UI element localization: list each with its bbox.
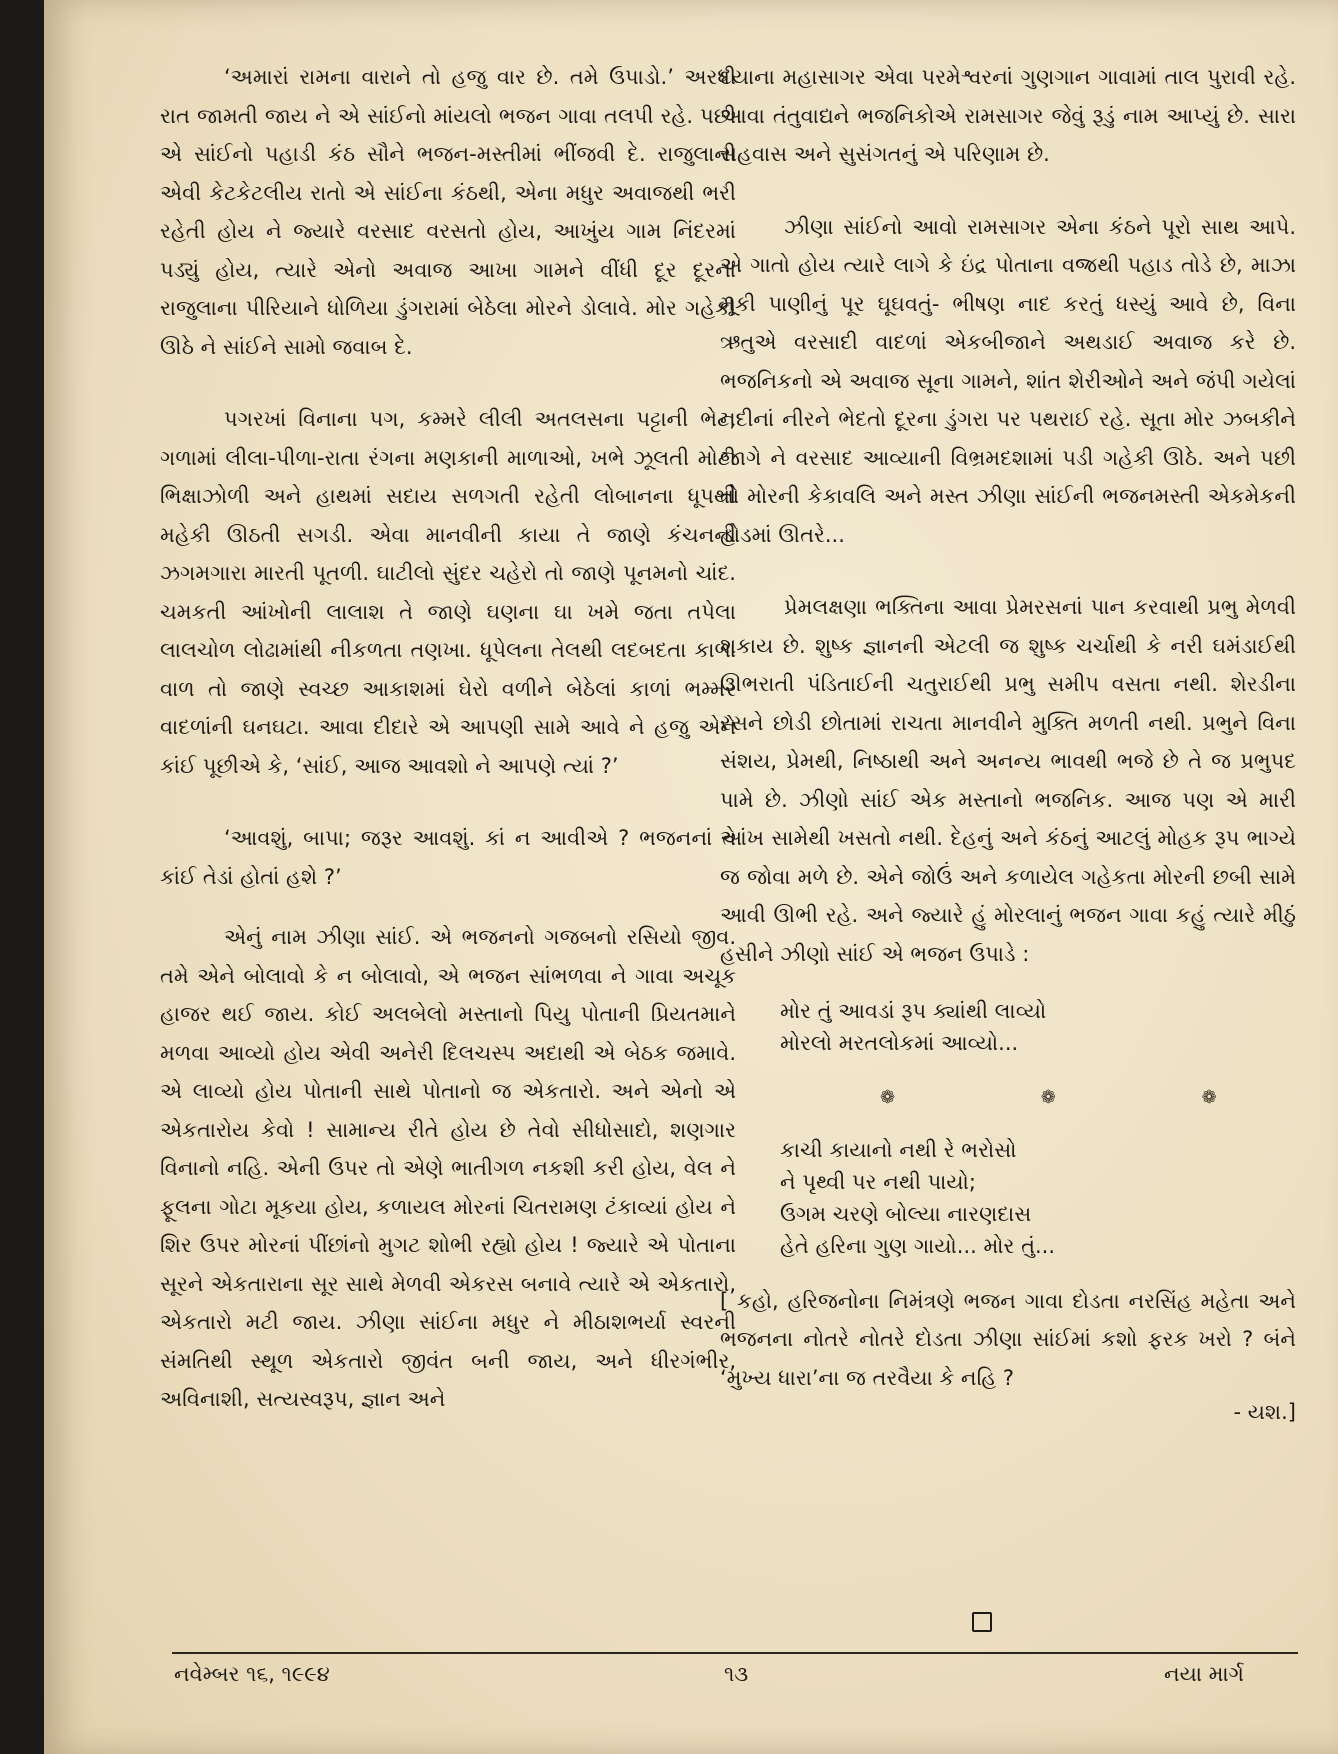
verse-stanza — [780, 1134, 1296, 1262]
footer-rule — [172, 1652, 1298, 1654]
verse-refrain — [780, 995, 1296, 1059]
verse-line: ઉગમ ચરણે બોલ્યા નારણદાસ — [780, 1201, 1032, 1226]
end-of-article-mark — [972, 1612, 992, 1632]
magazine-name: નયા માર્ગ — [1164, 1662, 1244, 1686]
paragraph: ઝીણા સાંઈનો આવો રામસાગર એના કંઠને પૂરો સાથ આપે. એ ગાતો હોય ત્યારે લાગે કે ઇંદ્ર પોતાના વજ્રથી પહાડ તોડે છે, માઝા મૂકી પાણીનું પૂર ઘૂઘવતું- ભીષણ નાદ કરતું ધસ્યું આવે છે, વિના ઋતુએ વરસાદી વાદળાં એકબીજાને અથડાઈ અવાજ કરે છે. ભજનિકનો એ અવાજ સૂના ગામને, શાંત શેરીઓને અને જંપી ગયેલાં નદીનાં નીરને ભેદતો દૂરના ડુંગરા પર પથરાઈ રહે. સૂતા મોર ઝબકીને જાગે ને વરસાદ આવ્યાની વિભ્રમદશામાં પડી ગહેકી ઊઠે. અને પછી તો મોરની કેકાવલિ અને મસ્ત ઝીણા સાંઈની ભજનમસ્તી એકમેકની હોડમાં ઊતરે... — [720, 214, 1296, 547]
issue-date: નવેમ્બર ૧૬, ૧૯૯૪ — [174, 1662, 330, 1686]
paragraph: ‘અમારાં રામના વારાને તો હજુ વાર છે. તમે ઉપાડો.’ અરધી રાત જામતી જાય ને એ સાંઈનો માંયલો ભજન ગાવા તલપી રહે. પછી એ સાંઈનો પહાડી કંઠ સૌને ભજન-મસ્તીમાં ભીંજવી દે. રાજુલાની એવી કેટકેટલીય રાતો એ સાંઈના કંઠથી, એના મધુર અવાજથી ભરી રહેતી હોય ને જ્યારે વરસાદ વરસતો હોય, આખુંય ગામ નિંદરમાં પડ્યું હોય, ત્યારે એનો અવાજ આખા ગામને વીંધી દૂર દૂરના રાજુલાના પીરિયાને ધોળિયા ડુંગરામાં બેઠેલા મોરને ડોલાવે. મોર ગહેકી ઊઠે ને સાંઈને સામો જવાબ દે. — [160, 65, 736, 359]
verse-line: ને પૃથ્વી પર નથી પાયો; — [780, 1169, 976, 1194]
paragraph: ‘આવશું, બાપા; જરૂર આવશું. કાં ન આવીએ ? ભજનનાં તે કાંઈ તેડાં હોતાં હશે ?’ — [160, 826, 736, 889]
editor-signature: - યશ.] — [1233, 1400, 1296, 1424]
paragraph: પગરખાં વિનાના પગ, કમ્મરે લીલી અતલસના પટ્ટાની ભેટ, ગળામાં લીલા-પીળા-રાતા રંગના મણકાની માળાઓ, ખભે ઝૂલતી મોટી ભિક્ષાઝોળી અને હાથમાં સદાય સળગતી રહેતી લોબાનના ધૂપથી મહેકી ઊઠતી સગડી. એવા માનવીની કાયા તે જાણે કંચનની ઝગમગારા મારતી પૂતળી. ઘાટીલો સુંદર ચહેરો તો જાણે પૂનમનો ચાંદ. ચમકતી આંખોની લાલાશ તે જાણે ઘણના ઘા ખમે જતા તપેલા લાલચોળ લોઢામાંથી નીકળતા તણખા. ધૂપેલના તેલથી લદબદતા કાળા વાળ તો જાણે સ્વચ્છ આકાશમાં ઘેરો વળીને બેઠેલાં કાળાં ભમ્મર વાદળાંની ઘનઘટા. આવા દીદારે એ આપણી સામે આવે ને હજુ એને કાંઈ પૂછીએ કે, ‘સાંઈ, આજ આવશો ને આપણે ત્યાં ?’ — [160, 407, 736, 778]
editor-note: [ કહો, હરિજનોના નિમંત્રણે ભજન ગાવા દોડતા નરસિંહ મહેતા અને ભજનના નોતરે નોતરે દોડતા ઝીણા સાંઈમાં કશો ફરક ખરો ? બંને ‘મુખ્ય ધારા’ના જ તરવૈયા કે નહિ ? — [720, 1288, 1296, 1390]
paragraph: દયાના મહાસાગર એવા પરમેશ્વરનાં ગુણગાન ગાવામાં તાલ પુરાવી રહે. આવા તંતુવાદ્યને ભજનિકોએ રામસાગર જેવું રૂડું નામ આપ્યું છે. સારા સહવાસ અને સુસંગતનું એ પરિણામ છે. — [720, 65, 1296, 166]
left-column — [160, 58, 736, 1453]
section-divider-ornament: ❁ ❁ ❁ — [880, 1087, 1287, 1108]
paragraph: પ્રેમલક્ષણા ભક્તિના આવા પ્રેમરસનાં પાન કરવાથી પ્રભુ મેળવી શકાય છે. શુષ્ક જ્ઞાનની એટલી જ શુષ્ક ચર્ચાથી કે નરી ઘમંડાઈથી ઊભરાતી પંડિતાઈની ચતુરાઈથી પ્રભુ સમીપ વસતા નથી. શેરડીના રસને છોડી છોતામાં રાચતા માનવીને મુક્તિ મળતી નથી. પ્રભુને વિના સંશય, પ્રેમથી, નિષ્ઠાથી અને અનન્ય ભાવથી ભજે છે તે જ પ્રભુપદ પામે છે. ઝીણો સાંઈ એક મસ્તાનો ભજનિક. આજ પણ એ મારી આંખ સામેથી ખસતો નથી. દેહનું અને કંઠનું આટલું મોહક રૂપ ભાગ્યે જ જોવા મળે છે. એને જોઉં અને કળાયેલ ગહેકતા મોરની છબી સામે આવી ઊભી રહે. અને જ્યારે હું મોરલાનું ભજન ગાવા કહું ત્યારે મીઠું હસીને ઝીણો સાંઈ એ ભજન ઉપાડે : — [720, 595, 1296, 966]
verse-line: હેતે હરિના ગુણ ગાયો... મોર તું... — [780, 1233, 1056, 1258]
paragraph: એનું નામ ઝીણા સાંઈ. એ ભજનનો ગજબનો રસિયો જીવ. તમે એને બોલાવો કે ન બોલાવો, એ ભજન સાંભળવા ને ગાવા અચૂક હાજર થઈ જાય. કોઈ અલબેલો મસ્તાનો પિયુ પોતાની પ્રિયતમાને મળવા આવ્યો હોય એવી અનેરી દિલચસ્પ અદાથી એ બેઠક જમાવે. એ લાવ્યો હોય પોતાની સાથે પોતાનો જ એકતારો. અને એનો એ એકતારોય કેવો ! સામાન્ય રીતે હોય છે તેવો સીધોસાદો, શણગાર વિનાનો નહિ. એની ઉપર તો એણે ભાતીગળ નકશી કરી હોય, વેલ ને ફૂલના ગોટા મૂકયા હોય, કળાયલ મોરનાં ચિતરામણ ટંકાવ્યાં હોય ને શિર ઉપર મોરનાં પીંછાંનો મુગટ શોભી રહ્યો હોય ! જ્યારે એ પોતાના સૂરને એકતારાના સૂર સાથે મેળવી એકરસ બનાવે ત્યારે એ એકતારો, એકતારો મટી જાય. ઝીણા સાંઈના મધુર ને મીઠાશભર્યા સ્વરની સંમતિથી સ્થૂળ એકતારો જીવંત બની જાય, અને ધીરગંભીર, અવિનાશી, સત્યસ્વરૂપ, જ્ઞાન અને — [160, 925, 736, 1411]
right-column — [720, 58, 1296, 1432]
page-number: ૧૩ — [724, 1662, 749, 1686]
verse-line: કાચી કાયાનો નથી રે ભરોસો — [780, 1137, 1017, 1162]
magazine-page — [44, 0, 1338, 1754]
verse-line: મોરલો મરતલોકમાં આવ્યો... — [780, 1031, 1019, 1055]
verse-line: મોર તું આવડાં રૂપ ક્યાંથી લાવ્યો — [780, 999, 1047, 1023]
